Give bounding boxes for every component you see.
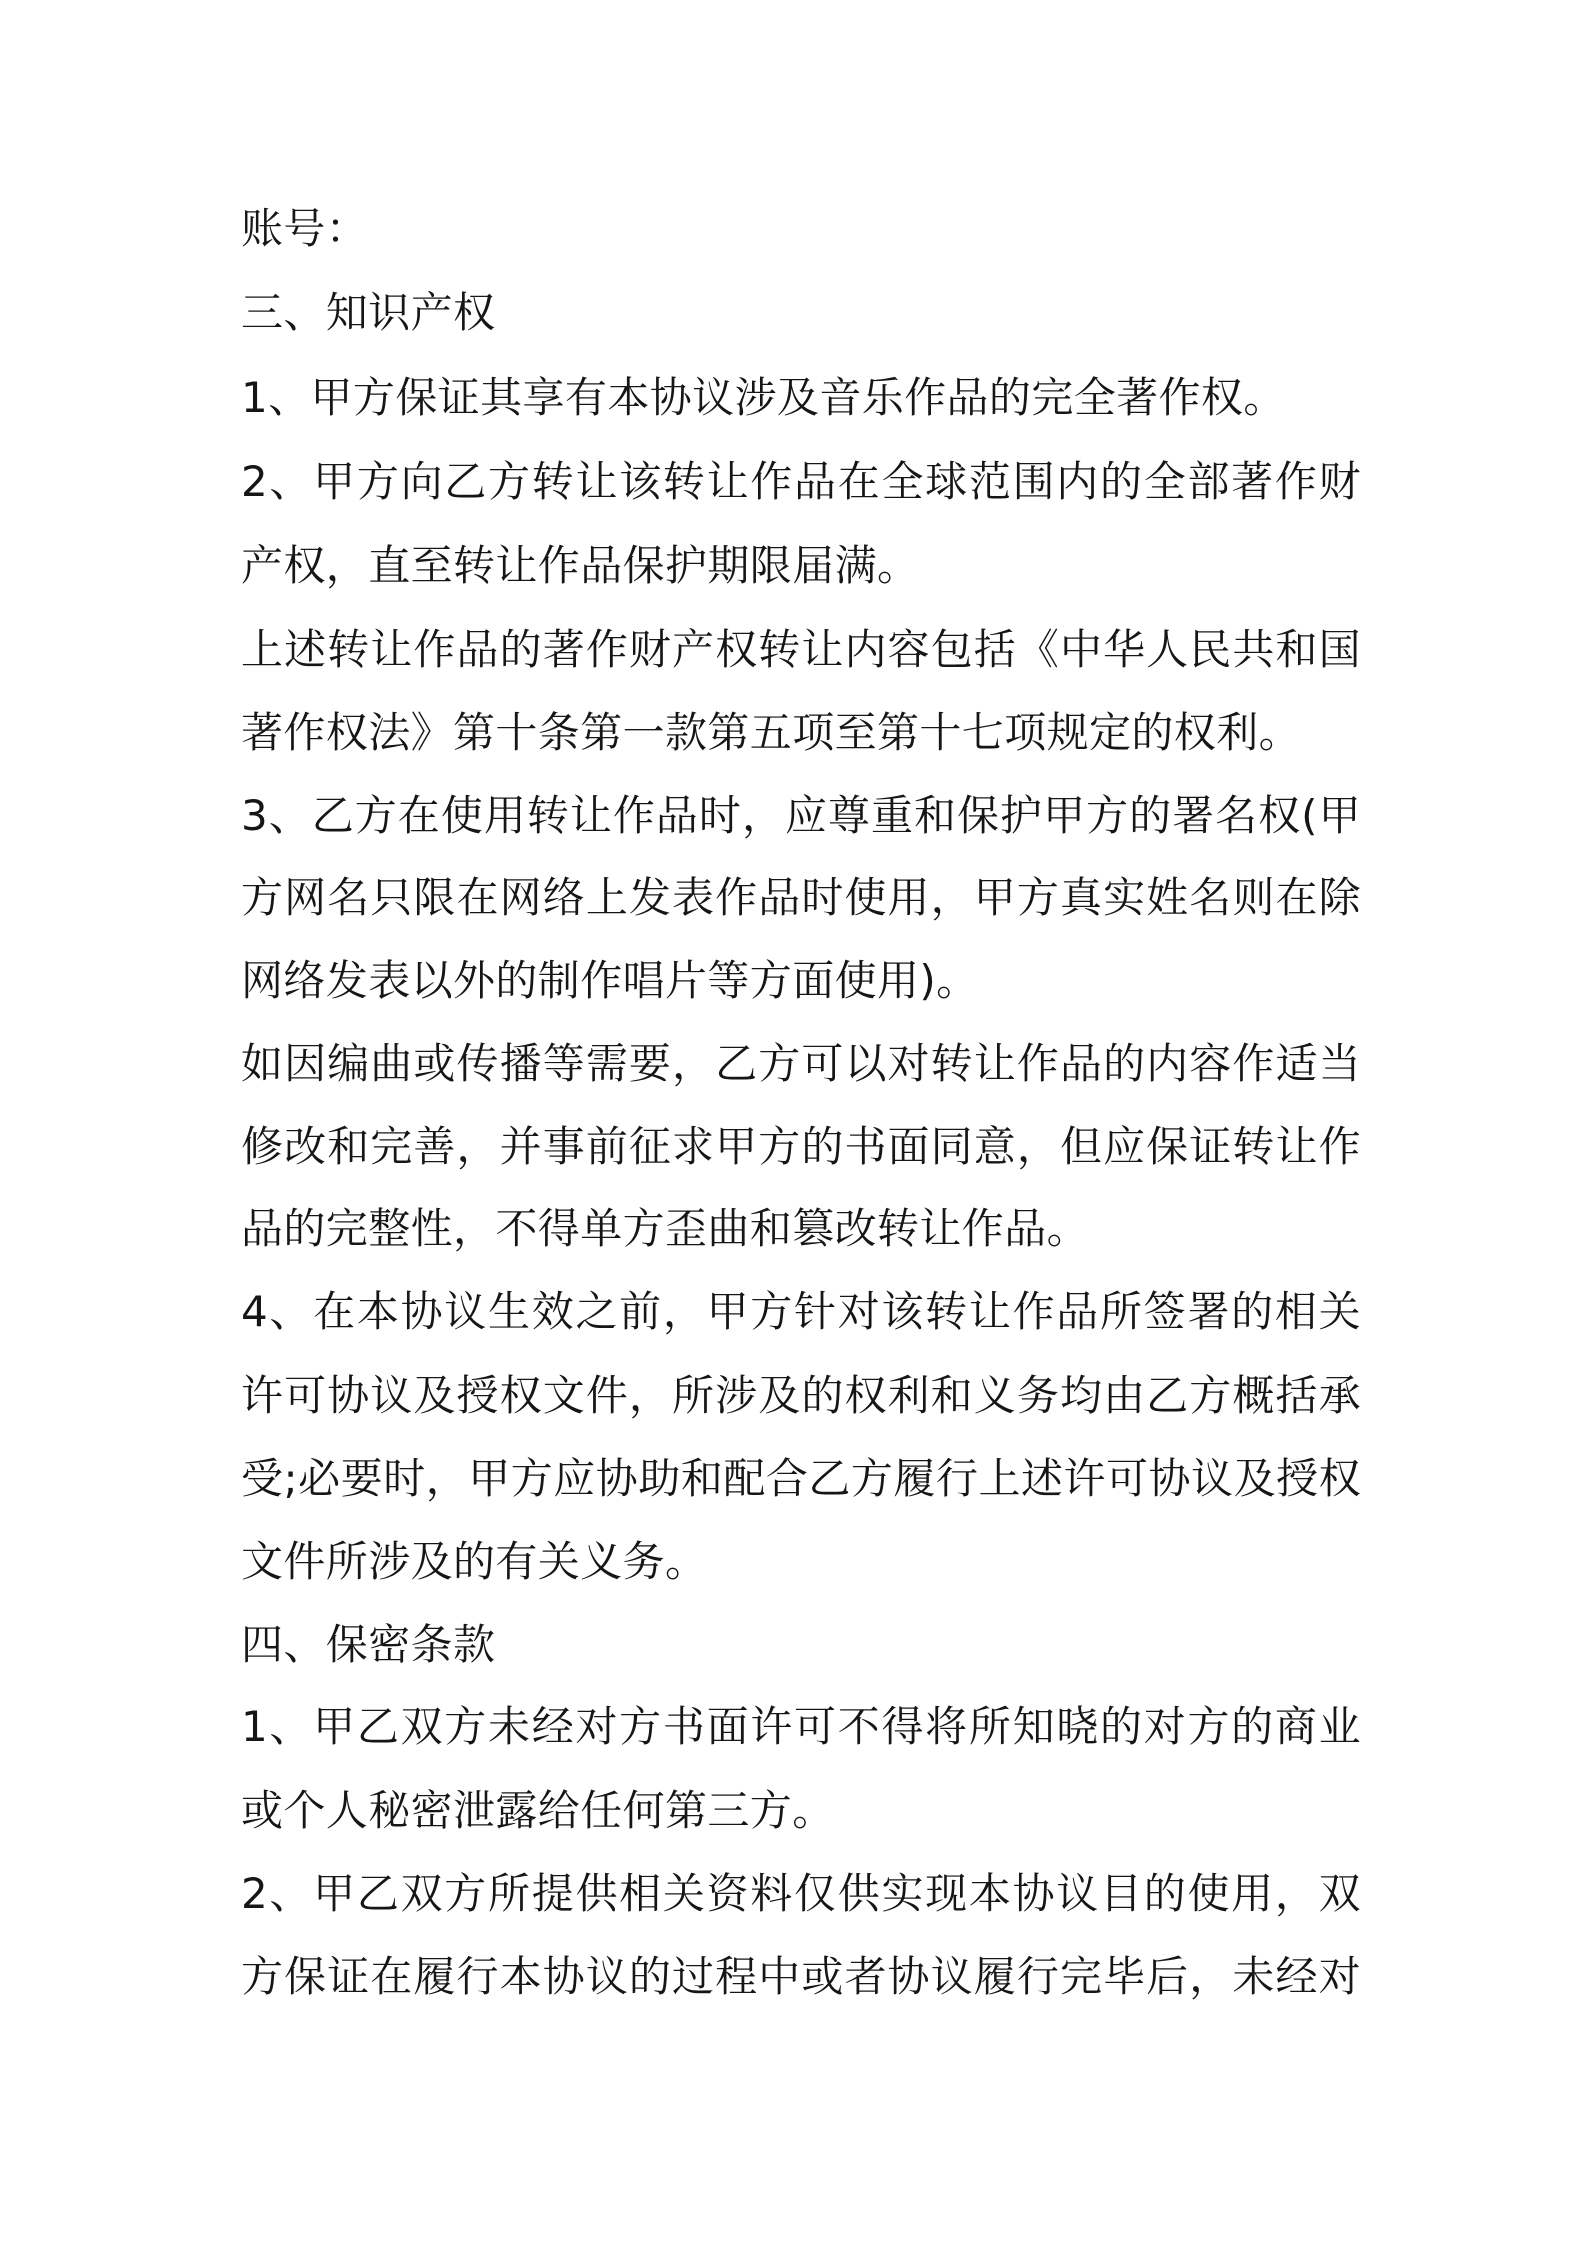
paragraph-line: 受;必要时，甲方应协助和配合乙方履行上述许可协议及授权 bbox=[241, 1454, 1361, 1503]
paragraph-line: 网络发表以外的制作唱片等方面使用)。 bbox=[241, 956, 979, 1005]
paragraph-line: 文件所涉及的有关义务。 bbox=[241, 1537, 708, 1586]
paragraph-line: 3、乙方在使用转让作品时，应尊重和保护甲方的署名权(甲 bbox=[241, 791, 1361, 840]
paragraph-line: 1、甲乙双方未经对方书面许可不得将所知晓的对方的商业 bbox=[241, 1702, 1361, 1751]
section-heading-confidentiality: 四、保密条款 bbox=[241, 1620, 496, 1669]
paragraph-line: 2、甲乙双方所提供相关资料仅供实现本协议目的使用，双 bbox=[241, 1869, 1361, 1918]
paragraph-line: 4、在本协议生效之前，甲方针对该转让作品所签署的相关 bbox=[241, 1287, 1361, 1336]
paragraph-line: 如因编曲或传播等需要，乙方可以对转让作品的内容作适当 bbox=[241, 1039, 1361, 1088]
section-heading-intellectual-property: 三、知识产权 bbox=[241, 288, 496, 337]
paragraph-line: 方网名只限在网络上发表作品时使用，甲方真实姓名则在除 bbox=[241, 873, 1361, 922]
paragraph-line: 品的完整性，不得单方歪曲和篡改转让作品。 bbox=[241, 1204, 1090, 1253]
paragraph-line: 方保证在履行本协议的过程中或者协议履行完毕后，未经对 bbox=[241, 1952, 1361, 2001]
paragraph-line: 著作权法》第十条第一款第五项至第十七项规定的权利。 bbox=[241, 708, 1302, 757]
paragraph-line: 许可协议及授权文件，所涉及的权利和义务均由乙方概括承 bbox=[241, 1371, 1361, 1420]
paragraph-line: 或个人秘密泄露给任何第三方。 bbox=[241, 1786, 835, 1835]
paragraph-line: 2、甲方向乙方转让该转让作品在全球范围内的全部著作财 bbox=[241, 457, 1361, 506]
paragraph-line: 产权，直至转让作品保护期限届满。 bbox=[241, 541, 920, 590]
paragraph-line: 1、甲方保证其享有本协议涉及音乐作品的完全著作权。 bbox=[241, 373, 1286, 422]
paragraph-line: 修改和完善，并事前征求甲方的书面同意，但应保证转让作 bbox=[241, 1122, 1361, 1171]
paragraph-line: 上述转让作品的著作财产权转让内容包括《中华人民共和国 bbox=[241, 625, 1361, 674]
account-label: 账号： bbox=[241, 204, 369, 253]
